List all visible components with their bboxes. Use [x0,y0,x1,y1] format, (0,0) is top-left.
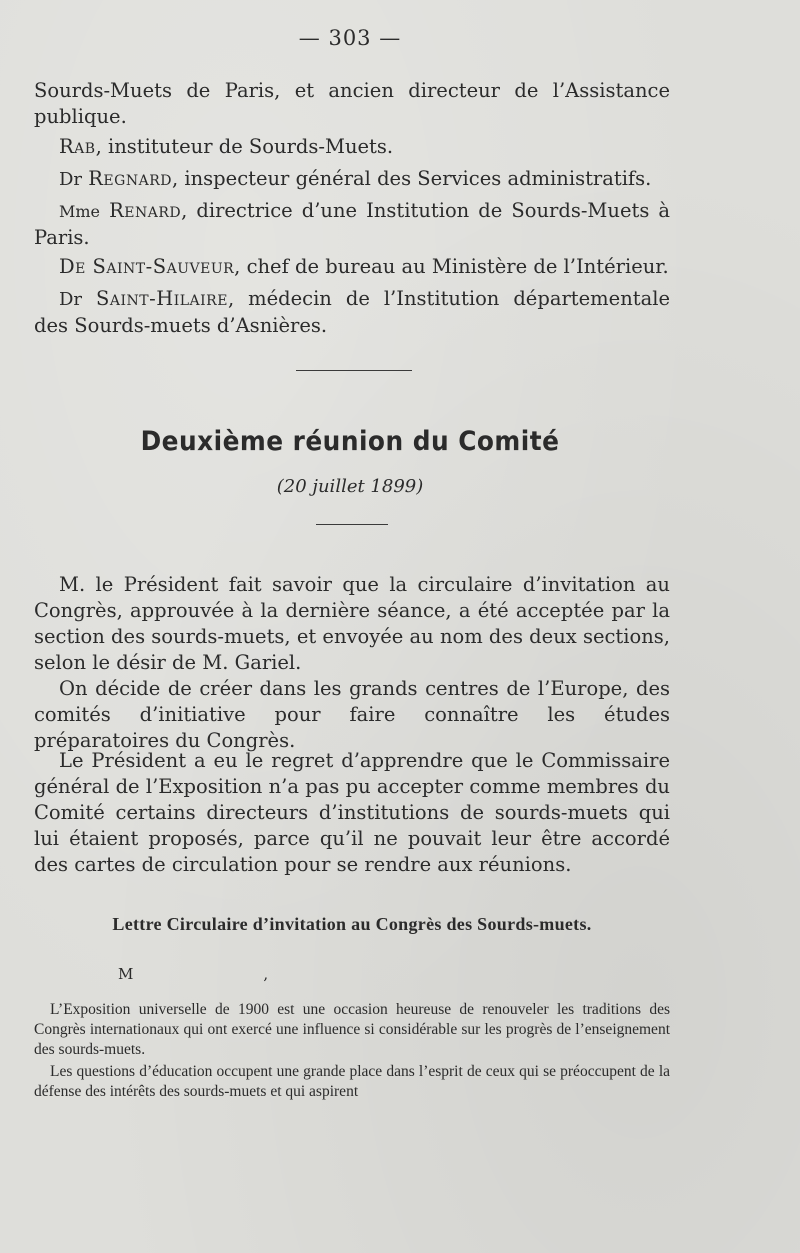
member-name: Renard [109,199,182,222]
member-title: Dr [59,169,83,190]
member-description: , inspecteur général des Services administratifs. [171,167,652,190]
letter-salutation [118,965,268,983]
letter-paragraph: Les questions d’éducation occupent une grande place dans l’esprit de ceux qui se préoccupent de la défense des intérêts des sourds-muets et qui aspirent [34,1063,670,1100]
member-entry [34,166,670,193]
member-title: Dr [59,289,83,310]
section-date: (20 juillet 1899) [276,476,424,497]
divider-rule [316,524,388,525]
member-name: Saint-Hilaire [96,287,228,310]
member-entry [34,198,670,251]
body-paragraph: Le Président a eu le regret d’apprendre que le Commissaire général de l’Exposition n’a pas pu accepter comme membres du Comité certains directeurs d’institutions de sourds-muets qui lui étaient proposés, parce qu’il ne pouvait leur être accordé des cartes de circulation pour se rendre aux réunions. [34,749,670,876]
member-entry [34,286,670,339]
member-entry [34,134,670,160]
member-name: De Saint-Sauveur [59,255,235,278]
member-entry [34,254,670,280]
salutation-text: M [118,965,134,983]
body-paragraph: M. le Président fait savoir que la circulaire d’invitation au Congrès, approuvée à la dernière séance, a été acceptée par la section des sourds-muets, et envoyée au nom des deux sections, selon le désir de M. Gariel. [34,573,670,674]
member-description: , instituteur de Sourds-Muets. [95,135,394,158]
continuation-paragraph: Sourds-Muets de Paris, et ancien directeur de l’Assistance publique. [34,79,670,128]
member-name: Regnard [88,167,172,190]
member-description: , médecin de l’Institution départementale des Sourds-muets d’Asnières. [34,287,670,337]
member-name: Rab [59,135,96,158]
letter-heading: Lettre Circulaire d’invitation au Congrès des Sourds-muets. [112,914,592,934]
letter-paragraph: L’Exposition universelle de 1900 est une occasion heureuse de renouveler les traditions des Congrès internationaux qui ont exercé une influence si considérable sur les progrès de l’enseignement des sourds-muets. [34,1001,670,1058]
page-number: — 303 — [298,26,402,50]
member-description: , chef de bureau au Ministère de l’Intérieur. [234,255,669,278]
divider-rule [296,370,412,371]
salutation-comma: , [263,965,269,983]
member-description: , directrice d’une Institution de Sourds-Muets à Paris. [34,199,670,249]
body-paragraph: On décide de créer dans les grands centres de l’Europe, des comités d’initiative pour faire connaître les études préparatoires du Congrès. [34,677,670,752]
member-title: Mme [59,202,101,221]
section-title: Deuxième réunion du Comité [140,426,560,457]
